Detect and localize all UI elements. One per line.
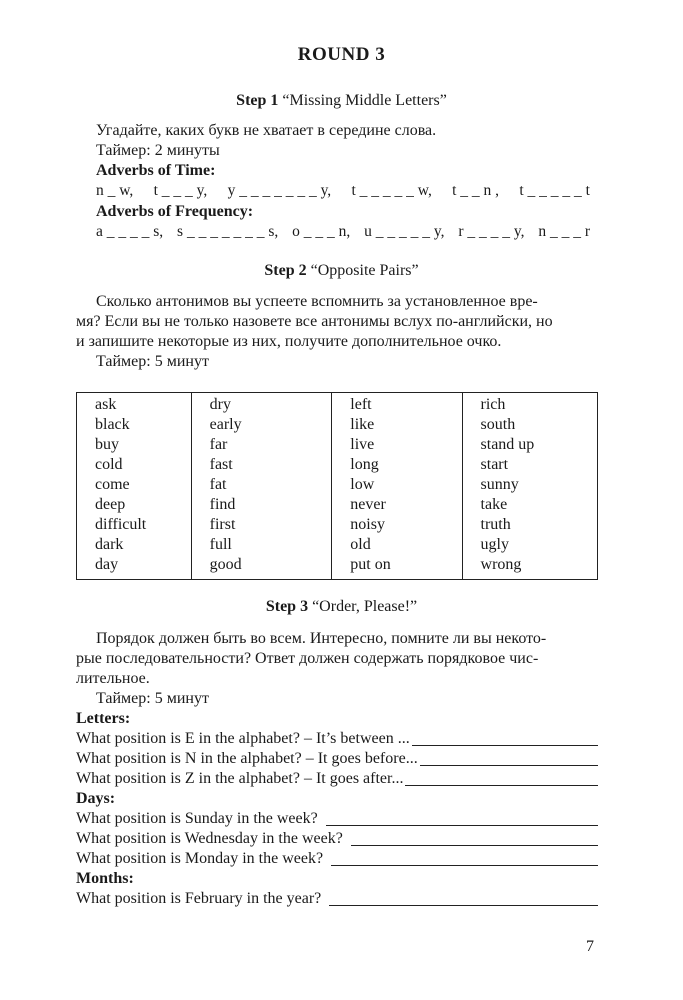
- opposite-word: rich: [480, 396, 506, 413]
- question-text: What position is Monday in the week?: [76, 850, 324, 867]
- opposite-word: cold: [95, 456, 123, 473]
- opposite-word: dry: [209, 396, 231, 413]
- opposite-word: wrong: [480, 556, 522, 573]
- adverbs-frequency-words: [96, 222, 590, 242]
- question-row: [76, 749, 598, 769]
- answer-blank[interactable]: [331, 849, 598, 866]
- missing-word: o _ _ _ n,: [292, 223, 351, 240]
- opposite-word: live: [350, 436, 375, 453]
- step2-para-line: и запишите некоторые из них, получите дополнительное очко.: [76, 333, 502, 350]
- opposite-word: fat: [209, 476, 227, 493]
- missing-word: t _ _ n ,: [452, 182, 500, 199]
- missing-word: s _ _ _ _ _ _ _ s,: [177, 223, 279, 240]
- opposite-word: low: [350, 476, 375, 493]
- missing-word: n _ _ _ r: [538, 223, 590, 240]
- opposite-word: ask: [95, 396, 117, 413]
- question-row: [76, 889, 598, 909]
- missing-word: u _ _ _ _ _ y,: [364, 223, 445, 240]
- opposite-word: full: [209, 536, 232, 553]
- question-row: [76, 769, 598, 789]
- opposite-word: truth: [480, 516, 511, 533]
- step1-timer: Таймер: 2 минуты: [96, 142, 220, 159]
- opposite-word: early: [209, 416, 242, 433]
- missing-word: n _ w,: [96, 182, 134, 199]
- missing-word: a _ _ _ _ s,: [96, 223, 164, 240]
- adverbs-frequency-heading: Adverbs of Frequency:: [96, 203, 254, 220]
- opposite-word: noisy: [350, 516, 385, 533]
- opposites-table: [76, 392, 598, 580]
- opposite-word: south: [480, 416, 516, 433]
- step1-title: “Missing Middle Letters”: [282, 92, 447, 109]
- opposite-word: first: [209, 516, 236, 533]
- adverbs-time-words: [96, 181, 590, 201]
- question-row: [76, 729, 598, 749]
- adverbs-time-heading: Adverbs of Time:: [96, 162, 216, 179]
- opposite-word: fast: [209, 456, 233, 473]
- opposite-word: sunny: [480, 476, 519, 493]
- opposite-word: find: [209, 496, 236, 513]
- opposites-column: [332, 393, 462, 580]
- answer-blank[interactable]: [420, 749, 598, 766]
- opposite-word: dark: [95, 536, 124, 553]
- question-row: [76, 849, 598, 869]
- opposite-word: day: [95, 556, 119, 573]
- opposite-word: like: [350, 416, 375, 433]
- step3-heading: [0, 598, 683, 616]
- step3-label: Step 3: [265, 598, 309, 615]
- question-text: What position is Wednesday in the week?: [76, 830, 343, 847]
- step2-para-line: мя? Если вы не только назовете все антонимы вслух по-английски, но: [76, 313, 553, 330]
- page-number: 7: [586, 938, 594, 955]
- step3-para-line: лительное.: [76, 670, 150, 687]
- missing-word: y _ _ _ _ _ _ _ y,: [227, 182, 332, 199]
- answer-blank[interactable]: [405, 769, 598, 786]
- opposite-word: difficult: [95, 516, 147, 533]
- step1-label: Step 1: [236, 92, 279, 109]
- question-text: What position is E in the alphabet? – It’s between ...: [76, 730, 410, 747]
- opposite-word: long: [350, 456, 379, 473]
- opposite-word: take: [480, 496, 508, 513]
- step1-instruction: Угадайте, каких букв не хватает в середине слова.: [96, 122, 437, 139]
- step2-timer: Таймер: 5 минут: [96, 353, 209, 370]
- step2-label: Step 2: [264, 262, 307, 279]
- step2-title: “Opposite Pairs”: [310, 262, 419, 279]
- step2-para-line: Сколько антонимов вы успеете вспомнить за установленное вре-: [96, 293, 538, 310]
- answer-blank[interactable]: [412, 729, 598, 746]
- step1-heading: [0, 92, 683, 110]
- opposite-word: start: [480, 456, 509, 473]
- opposite-word: old: [350, 536, 371, 553]
- question-text: What position is Z in the alphabet? – It goes after...: [76, 770, 404, 787]
- opposite-word: good: [209, 556, 242, 573]
- missing-word: t _ _ _ _ _ w,: [351, 182, 432, 199]
- question-text: What position is N in the alphabet? – It goes before...: [76, 750, 418, 767]
- opposite-word: put on: [350, 556, 391, 573]
- days-heading: Days:: [76, 790, 116, 807]
- opposite-word: never: [350, 496, 386, 513]
- question-row: [76, 829, 598, 849]
- opposites-column: [462, 393, 597, 580]
- missing-word: r _ _ _ _ y,: [458, 223, 525, 240]
- step3-para-line: Порядок должен быть во всем. Интересно, помните ли вы некото-: [96, 630, 547, 647]
- question-text: What position is Sunday in the week?: [76, 810, 318, 827]
- answer-blank[interactable]: [351, 829, 598, 846]
- opposite-word: far: [209, 436, 228, 453]
- missing-word: t _ _ _ y,: [153, 182, 208, 199]
- missing-word: t _ _ _ _ _ t: [519, 182, 590, 199]
- opposite-word: come: [95, 476, 130, 493]
- opposite-word: ugly: [480, 536, 509, 553]
- step3-para-line: рые последовательности? Ответ должен содержать порядковое чис-: [76, 650, 539, 667]
- opposite-word: stand up: [480, 436, 535, 453]
- opposites-column: [191, 393, 332, 580]
- question-row: [76, 809, 598, 829]
- question-text: What position is February in the year?: [76, 890, 322, 907]
- opposites-column: [77, 393, 192, 580]
- months-heading: Months:: [76, 870, 134, 887]
- opposite-word: buy: [95, 436, 119, 453]
- step3-title: “Order, Please!”: [312, 598, 418, 615]
- step3-timer: Таймер: 5 минут: [96, 690, 209, 707]
- opposite-word: black: [95, 416, 130, 433]
- round-title: ROUND 3: [297, 44, 386, 65]
- step2-heading: [0, 262, 683, 280]
- answer-blank[interactable]: [329, 889, 598, 906]
- opposite-word: deep: [95, 496, 126, 513]
- letters-heading: Letters:: [76, 710, 131, 727]
- answer-blank[interactable]: [326, 809, 598, 826]
- opposite-word: left: [350, 396, 372, 413]
